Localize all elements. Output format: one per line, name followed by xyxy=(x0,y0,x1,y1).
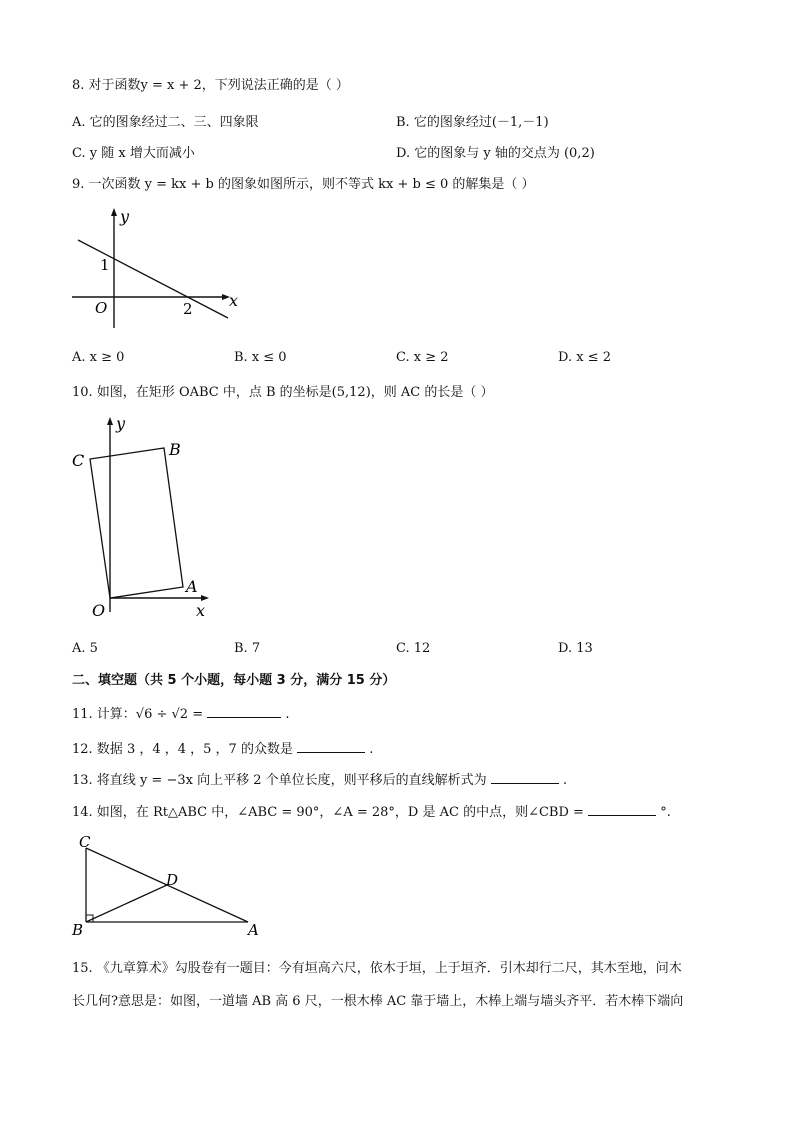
q14-point-c-label: C xyxy=(79,833,91,851)
q9-option-c: C. x ≥ 2 xyxy=(396,350,449,365)
q11-row xyxy=(72,703,290,722)
q14-stem: 14. 如图，在 Rt△ABC 中，∠ABC = 90°，∠A = 28°，D 是 AC 的中点，则∠CBD = xyxy=(72,805,584,820)
q9-option-a: A. x ≥ 0 xyxy=(72,350,125,365)
q11-end: . xyxy=(285,707,290,722)
q9-option-b: B. x ≤ 0 xyxy=(234,350,287,365)
q15-line-2: 长几何?意思是：如图，一道墙 AB 高 6 尺，一根木棒 AC 靠于墙上，木棒上端与墙头齐平．若木棒下端向 xyxy=(72,994,684,1009)
q14-answer-blank[interactable] xyxy=(588,803,656,816)
q12-row xyxy=(72,738,373,757)
q9-x-intercept-label: 2 xyxy=(183,300,193,318)
q10-option-b: B. 7 xyxy=(234,641,261,656)
q12-stem: 12. 数据 3 ，4 ，4 ，5 ，7 的众数是 xyxy=(72,742,293,757)
q14-point-d-label: D xyxy=(166,871,179,889)
q10-y-arrow xyxy=(107,417,113,425)
q10-option-d: D. 13 xyxy=(558,641,593,656)
q14-end: °. xyxy=(660,805,671,820)
q10-option-a: A. 5 xyxy=(72,641,98,656)
q15-line-1: 15. 《九章算术》勾股卷有一题目：今有垣高六尺，依木于垣，上于垣齐．引木却行二尺，其木至地，问木 xyxy=(72,961,682,976)
q10-stem: 10. 如图，在矩形 OABC 中，点 B 的坐标是(5,12)，则 AC 的长是（ ） xyxy=(72,385,494,400)
q14-point-a-label: A xyxy=(248,921,259,939)
q9-stem: 9. 一次函数 y = kx + b 的图象如图所示，则不等式 kx + b ≤ 0 的解集是（ ） xyxy=(72,177,535,192)
q9-y-intercept-label: 1 xyxy=(100,256,110,274)
q10-origin-label: O xyxy=(92,601,106,620)
q10-graph xyxy=(66,412,226,622)
q9-x-label: x xyxy=(229,291,239,310)
q14-point-b-label: B xyxy=(72,921,84,939)
q14-segment-bd xyxy=(86,885,167,922)
q14-row xyxy=(72,801,671,820)
q10-point-c-label: C xyxy=(72,451,85,470)
q9-y-arrow xyxy=(111,208,117,216)
section-2-heading: 二、填空题（共 5 个小题，每小题 3 分，满分 15 分） xyxy=(72,673,396,688)
q12-answer-blank[interactable] xyxy=(297,740,365,753)
q8-option-c: C. y 随 x 增大而减小 xyxy=(72,146,195,161)
q13-answer-blank[interactable] xyxy=(491,771,559,784)
q13-stem: 13. 将直线 y = −3x 向上平移 2 个单位长度，则平移后的直线解析式为 xyxy=(72,773,487,788)
q11-stem: 11. 计算：√6 ÷ √2 = xyxy=(72,707,204,722)
q10-option-c: C. 12 xyxy=(396,641,431,656)
q10-point-a-label: A xyxy=(186,577,198,596)
q8-option-b: B. 它的图象经过(－1,－1) xyxy=(396,115,549,130)
q10-rectangle xyxy=(90,448,183,598)
q8-option-a: A. 它的图象经过二、三、四象限 xyxy=(72,115,259,130)
q10-x-label: x xyxy=(196,601,206,620)
q8-stem: 8. 对于函数y = x + 2，下列说法正确的是（ ） xyxy=(72,78,349,93)
q9-origin-label: O xyxy=(95,299,108,317)
q8-option-d: D. 它的图象与 y 轴的交点为 (0,2) xyxy=(396,146,595,161)
q14-figure xyxy=(68,830,268,940)
q10-y-label: y xyxy=(116,414,126,433)
q12-end: . xyxy=(369,742,374,757)
q9-graph xyxy=(68,204,248,334)
q10-point-b-label: B xyxy=(169,440,181,459)
q9-y-label: y xyxy=(120,207,130,226)
q13-end: . xyxy=(562,773,568,788)
q13-row xyxy=(72,769,567,788)
q11-answer-blank[interactable] xyxy=(207,705,281,718)
q9-option-d: D. x ≤ 2 xyxy=(558,350,611,365)
